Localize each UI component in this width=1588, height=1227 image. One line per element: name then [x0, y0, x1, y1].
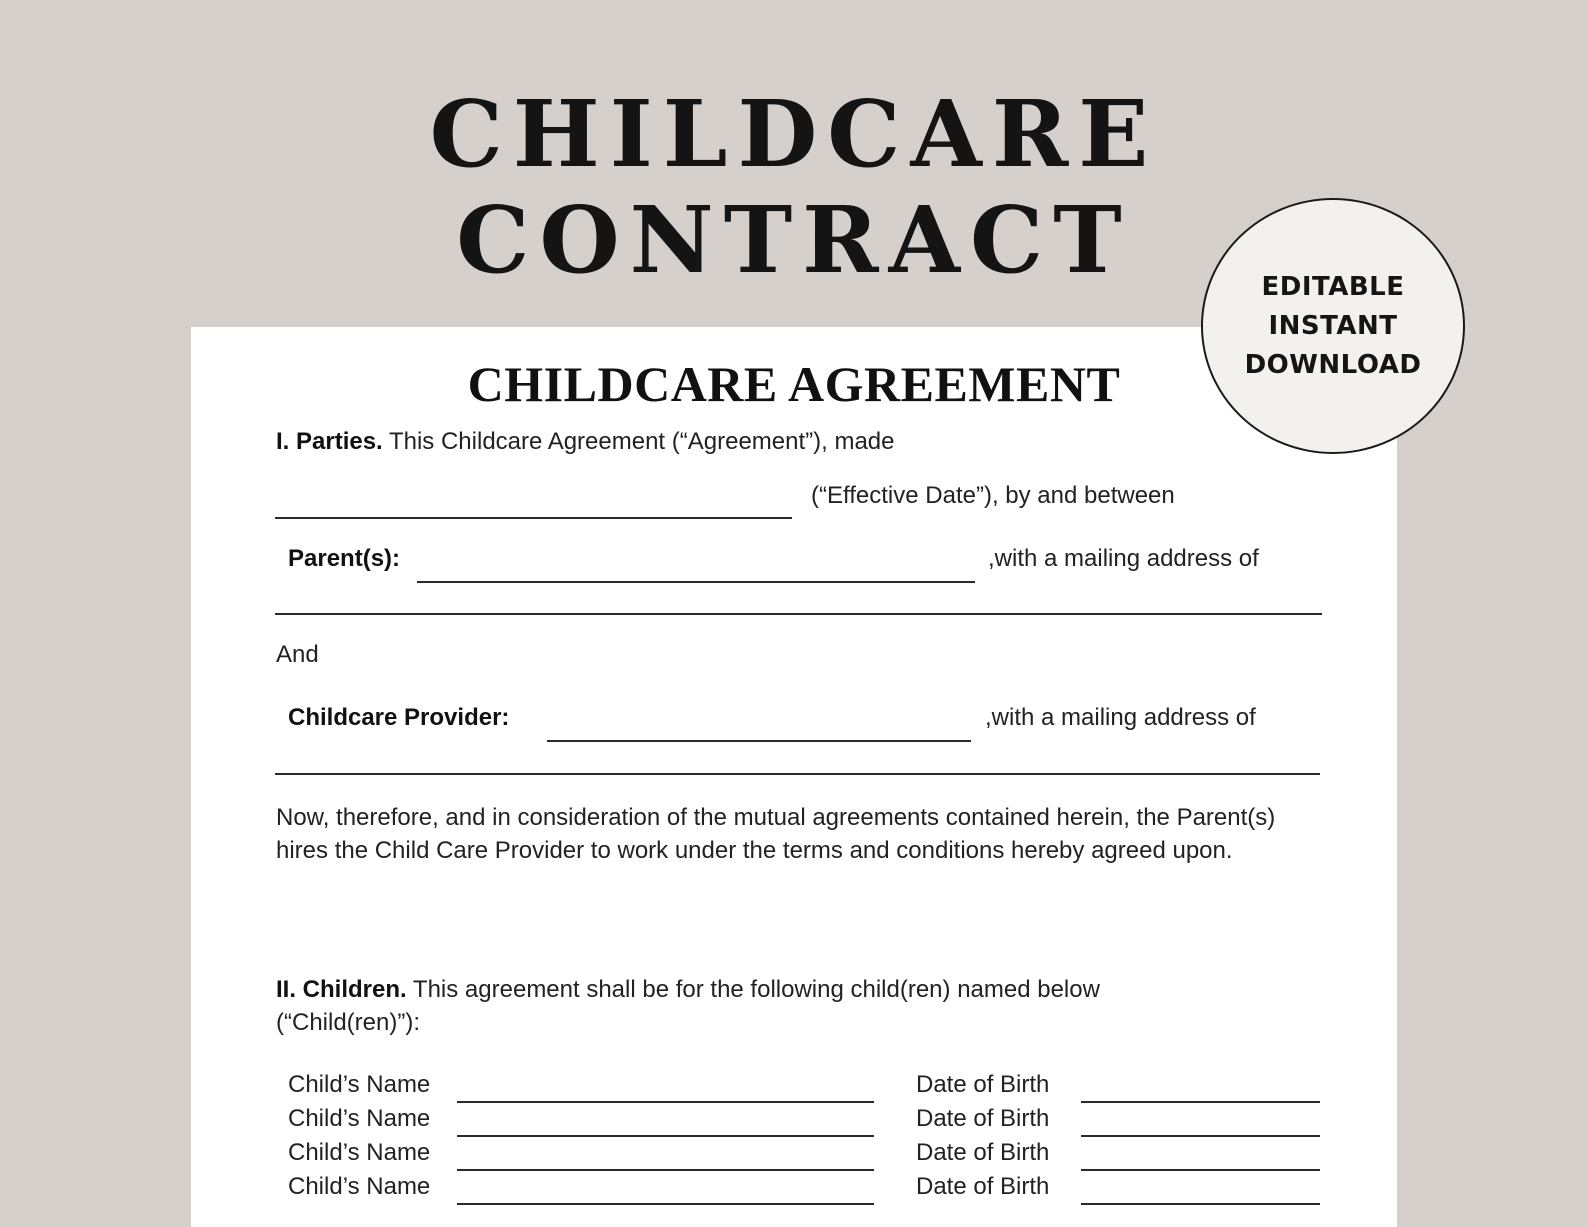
child-name-field[interactable]	[457, 1101, 874, 1103]
and-text: And	[276, 641, 319, 668]
child-name-label: Child’s Name	[288, 1139, 431, 1166]
child-dob-label: Date of Birth	[916, 1071, 1050, 1098]
badge-line-2: INSTANT	[1268, 310, 1398, 341]
child-name-field[interactable]	[457, 1203, 874, 1205]
child-dob-field[interactable]	[1081, 1169, 1320, 1171]
child-dob-label: Date of Birth	[916, 1139, 1050, 1166]
child-dob-field[interactable]	[1081, 1135, 1320, 1137]
editable-download-badge	[1201, 198, 1465, 454]
parent-mailing-suffix: ,with a mailing address of	[988, 545, 1259, 572]
parties-heading: I. Parties.	[276, 428, 383, 455]
badge-line-3: DOWNLOAD	[1244, 349, 1422, 380]
document-title: CHILDCARE AGREEMENT	[467, 356, 1121, 412]
provider-name-field[interactable]	[547, 740, 971, 742]
child-name-field[interactable]	[457, 1135, 874, 1137]
child-dob-field[interactable]	[1081, 1203, 1320, 1205]
parties-intro	[276, 428, 895, 456]
provider-label: Childcare Provider:	[288, 704, 510, 731]
child-dob-field[interactable]	[1081, 1101, 1320, 1103]
parent-name-field[interactable]	[417, 581, 975, 583]
child-dob-label: Date of Birth	[916, 1105, 1050, 1132]
document-page	[191, 327, 1397, 1227]
badge-line-1: EDITABLE	[1261, 271, 1405, 302]
effective-date-suffix: (“Effective Date”), by and between	[811, 482, 1175, 509]
children-intro	[276, 973, 1196, 1039]
child-name-label: Child’s Name	[288, 1071, 431, 1098]
provider-mailing-suffix: ,with a mailing address of	[985, 704, 1256, 731]
hero-title-line-2: CONTRACT	[456, 186, 1132, 294]
child-dob-label: Date of Birth	[916, 1173, 1050, 1200]
parent-address-field[interactable]	[275, 613, 1322, 615]
parent-label: Parent(s):	[288, 545, 401, 572]
child-name-label: Child’s Name	[288, 1105, 431, 1132]
parties-text: This Childcare Agreement (“Agreement”), made	[382, 428, 895, 455]
children-text: This agreement shall be for the following child(ren) named below (“Child(ren)”):	[276, 976, 1100, 1036]
provider-address-field[interactable]	[275, 773, 1320, 775]
child-name-label: Child’s Name	[288, 1173, 431, 1200]
children-heading: II. Children.	[276, 976, 407, 1003]
hero-title-line-1: CHILDCARE	[429, 80, 1159, 188]
effective-date-field[interactable]	[275, 517, 792, 519]
child-name-field[interactable]	[457, 1169, 874, 1171]
consideration-paragraph: Now, therefore, and in consideration of the mutual agreements contained herein, the Parent(s) hires the Child Care Provider to work under the terms and conditions hereby agreed upon.	[276, 804, 1276, 864]
